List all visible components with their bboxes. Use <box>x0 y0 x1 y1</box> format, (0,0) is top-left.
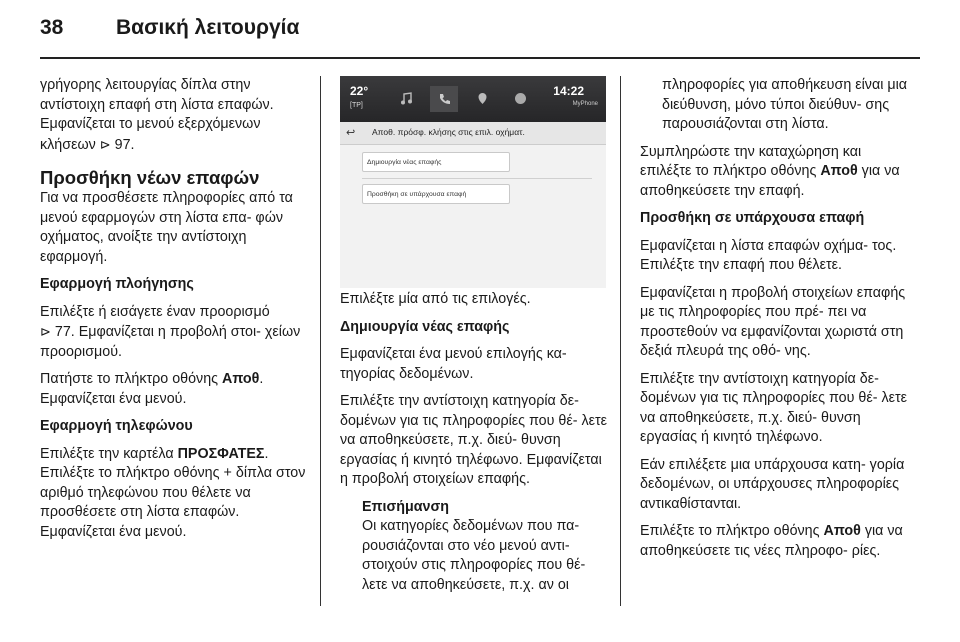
column-divider <box>620 76 621 606</box>
section-title: Προσθήκη νέων επαφών <box>40 167 260 188</box>
subheading-existing: Προσθήκη σε υπάρχουσα επαφή <box>640 210 865 226</box>
option-new-contact[interactable]: Δημιουργία νέας επαφής <box>362 152 510 172</box>
navigation-text: Επιλέξτε ή εισάγετε έναν προορισμό ⊳ 77. Εμφανίζεται η προβολή στοι- χείων προορισμού. <box>40 303 301 360</box>
tab-settings <box>506 86 534 112</box>
note-continued: πληροφορίες για αποθήκευση είναι μια διεύθυνση, μόνο τύποι διεύθυν- σης παρουσιάζονται στη λίστα. <box>662 77 908 132</box>
header-divider <box>40 57 920 59</box>
tab-audio <box>392 86 420 112</box>
section-text: Για να προσθέσετε πληροφορίες από τα μενού εφαρμογών στη λίστα επα- φών οχήματος, ανοίξτε την αντίστοιχη εφαρμογή. <box>40 190 293 265</box>
note-title: Επισήμανση <box>362 498 449 515</box>
back-arrow-icon: ↩ <box>346 127 356 139</box>
clock-readout: 14:22 <box>553 84 584 98</box>
final-text: Επιλέξτε το πλήκτρο οθόνης Αποθ για να αποθηκεύσετε τις νέες πληροφο- ρίες. <box>640 523 903 559</box>
column-divider <box>320 76 321 606</box>
screen-status-bar <box>340 76 606 122</box>
create-text: Εμφανίζεται ένα μενού επιλογής κα- τηγορίας δεδομένων. <box>340 346 567 382</box>
tab-label: ΠΡΟΣΦΑΤΕΣ <box>177 445 265 462</box>
map-pin-icon <box>476 92 489 105</box>
screen-title-bar <box>340 122 606 145</box>
arrow-ref-icon: ⊳ <box>40 324 51 339</box>
column-middle <box>340 290 608 595</box>
intro-paragraph: γρήγορης λειτουργίας δίπλα στην αντίστοιχη επαφή στη λίστα επαφών. Εμφανίζεται το μενού εξερχόμενων κλήσεων ⊳ 97. <box>40 77 274 153</box>
create-select-text: Επιλέξτε την αντίστοιχη κατηγορία δε- δομένων για τις πληροφορίες που θέ- λετε να αποθηκεύσετε, π.χ. διεύ- θυνση εργασίας ή κινητό τηλέφωνο. Εμφανίζεται η προβολή στοιχείων επαφής. <box>340 393 608 487</box>
tp-indicator: [TP] <box>350 102 363 109</box>
note-box <box>362 498 608 596</box>
page-header <box>0 0 960 62</box>
option-divider <box>362 178 592 179</box>
tab-phone-active <box>430 86 458 112</box>
key-label: Αποθ <box>823 523 861 539</box>
infotainment-screenshot <box>340 76 606 288</box>
key-label: Αποθ <box>222 371 260 387</box>
phone-name: MyPhone <box>572 101 598 107</box>
temperature-readout: 22° <box>350 84 369 98</box>
globe-icon <box>514 92 527 105</box>
arrow-ref-icon: ⊳ <box>99 136 111 152</box>
page-title: Βασική λειτουργία <box>116 16 300 39</box>
existing-view-text: Εμφανίζεται η προβολή στοιχείων επαφής με τις πληροφορίες που πρέ- πει να προστεθούν να εμφανίζονται χωριστά στη δεξιά πλευρά της οθό- νης. <box>640 284 906 359</box>
tab-navigation <box>468 86 496 112</box>
screen-title: Αποθ. πρόσφ. κλήσης στις επιλ. οχήματ. <box>372 127 525 137</box>
existing-replace-text: Εάν επιλέξετε μια υπάρχουσα κατη- γορία δεδομένων, οι υπάρχουσες πληροφορίες αντικαθίστανται. <box>640 456 905 512</box>
existing-text: Εμφανίζεται η λίστα επαφών οχήμα- τος. Επιλέξτε την επαφή που θέλετε. <box>640 237 897 273</box>
subheading-navigation: Εφαρμογή πλοήγησης <box>40 276 194 292</box>
subheading-phone: Εφαρμογή τηλεφώνου <box>40 418 193 434</box>
complete-text: Συμπληρώστε την καταχώρηση και επιλέξτε το πλήκτρο οθόνης Αποθ για να αποθηκεύσετε την επαφή. <box>640 143 900 199</box>
music-note-icon <box>400 92 413 105</box>
existing-select-text: Επιλέξτε την αντίστοιχη κατηγορία δε- δομένων για τις πληροφορίες που θέ- λετε να αποθηκεύσετε, π.χ. διεύ- θυνση εργασίας ή κινητό τηλέφωνο. <box>640 370 908 445</box>
key-label: Αποθ <box>820 163 858 179</box>
page-number: 38 <box>40 16 64 39</box>
phone-text: Επιλέξτε την καρτέλα ΠΡΟΣΦΑΤΕΣ. Επιλέξτε το πλήκτρο οθόνης + δίπλα στον αριθμό τηλεφώνου που θέλετε να προσθέσετε στη λίστα επαφών. Εμφανίζεται ένα μενού. <box>40 445 306 540</box>
column-left <box>40 76 316 550</box>
option-existing-contact[interactable]: Προσθήκη σε υπάρχουσα επαφή <box>362 184 510 204</box>
phone-handset-icon <box>438 92 451 105</box>
subheading-create: Δημιουργία νέας επαφής <box>340 318 510 335</box>
choose-option-text: Επιλέξτε μία από τις επιλογές. <box>340 291 531 307</box>
navigation-press: Πατήστε το πλήκτρο οθόνης Αποθ. Εμφανίζεται ένα μενού. <box>40 371 264 407</box>
column-right <box>640 76 912 569</box>
screen-content <box>340 122 606 288</box>
note-text: Οι κατηγορίες δεδομένων που πα- ρουσιάζονται στο νέο μενού αντι- στοιχούν στις πληροφορίες που θέ- λετε να αποθηκεύσετε, π.χ. αν οι <box>362 518 586 593</box>
plus-icon: + <box>223 465 232 481</box>
